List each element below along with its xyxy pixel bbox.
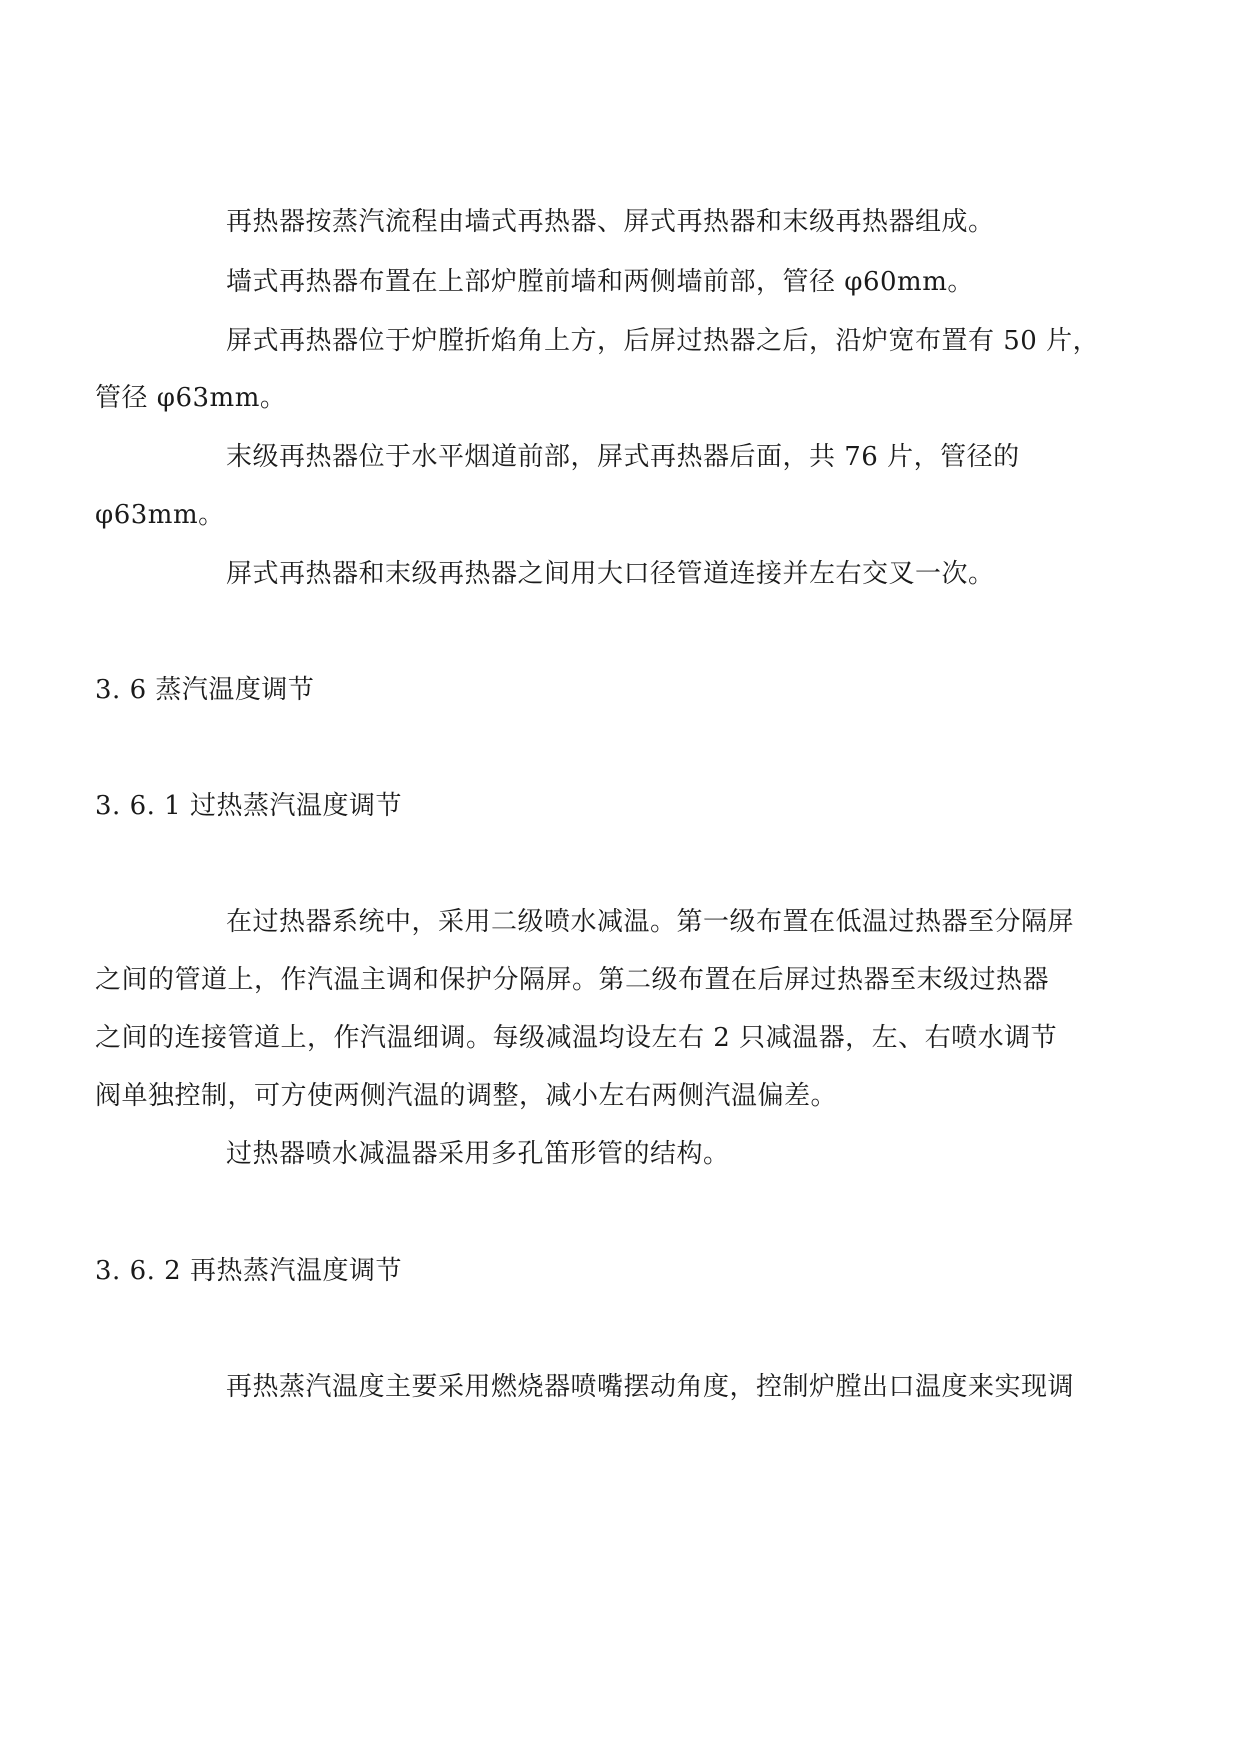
paragraph-platen-reheater-line-1: 屏式再热器位于炉膛折焰角上方，后屏过热器之后，沿炉宽布置有 50 片， (226, 326, 1100, 356)
paragraph-final-reheater-line-2: φ63mm。 (95, 500, 225, 530)
heading-3-6: 3. 6 蒸汽温度调节 (95, 675, 315, 705)
paragraph-superheater-spray-line-3: 之间的连接管道上，作汽温细调。每级减温均设左右 2 只减温器，左、右喷水调节 (95, 1023, 1058, 1053)
heading-3-6-2: 3. 6. 2 再热蒸汽温度调节 (95, 1256, 402, 1286)
paragraph-reheater-composition: 再热器按蒸汽流程由墙式再热器、屏式再热器和末级再热器组成。 (226, 207, 995, 237)
paragraph-reheat-temperature-control: 再热蒸汽温度主要采用燃烧器喷嘴摆动角度，控制炉膛出口温度来实现调 (226, 1372, 1075, 1402)
paragraph-superheater-spray-line-1: 在过热器系统中，采用二级喷水减温。第一级布置在低温过热器至分隔屏 (226, 907, 1075, 937)
paragraph-superheater-spray-line-2: 之间的管道上，作汽温主调和保护分隔屏。第二级布置在后屏过热器至末级过热器 (95, 965, 1050, 995)
paragraph-wall-reheater: 墙式再热器布置在上部炉膛前墙和两侧墙前部，管径 φ60mm。 (226, 267, 974, 297)
paragraph-platen-reheater-line-2: 管径 φ63mm。 (95, 383, 287, 413)
paragraph-final-reheater-line-1: 末级再热器位于水平烟道前部，屏式再热器后面，共 76 片，管径的 (226, 442, 1020, 472)
paragraph-superheater-spray-line-4: 阀单独控制，可方使两侧汽温的调整，减小左右两侧汽温偏差。 (95, 1081, 838, 1111)
paragraph-desuperheater-structure: 过热器喷水减温器采用多孔笛形管的结构。 (226, 1139, 730, 1169)
heading-3-6-1: 3. 6. 1 过热蒸汽温度调节 (95, 791, 402, 821)
paragraph-reheater-connection: 屏式再热器和末级再热器之间用大口径管道连接并左右交叉一次。 (226, 559, 995, 589)
